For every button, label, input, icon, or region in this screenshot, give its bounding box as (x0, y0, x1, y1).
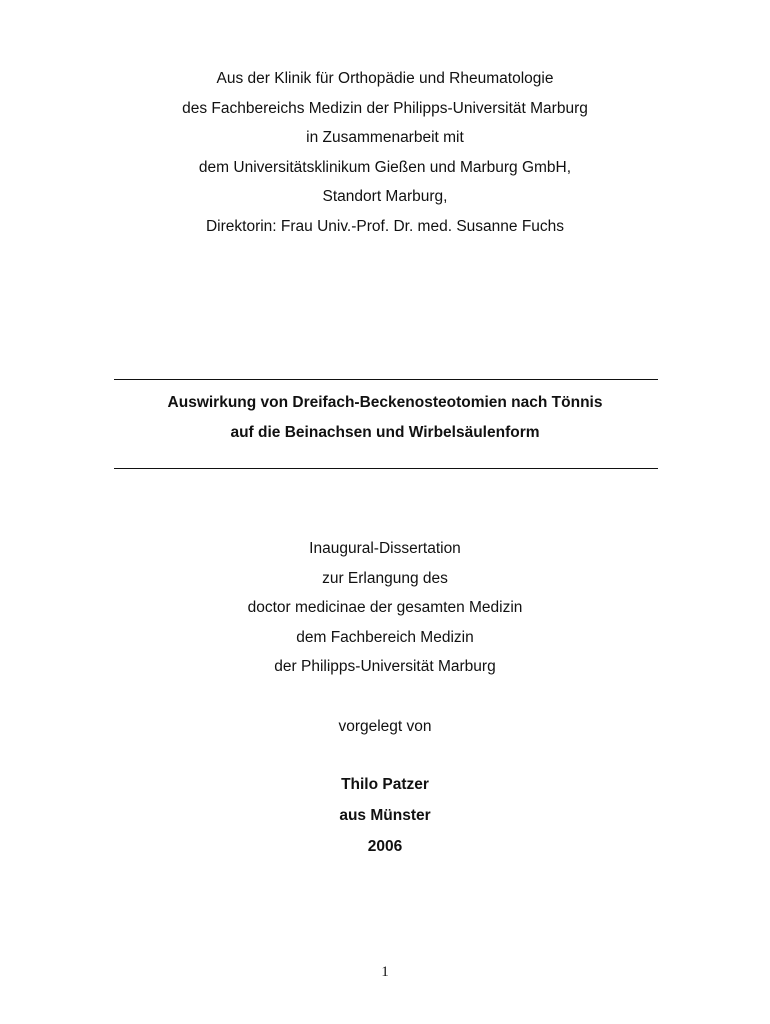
author-block (0, 769, 770, 862)
title-line-2: auf die Beinachsen und Wirbelsäulenform (230, 424, 540, 441)
presented-by (0, 712, 770, 742)
institution-header (0, 64, 770, 241)
dissertation-title (0, 388, 770, 448)
dissertation-degree: doctor medicinae der gesamten Medizin (247, 599, 523, 616)
header-line-location: Standort Marburg, (322, 188, 448, 205)
dissertation-type: Inaugural-Dissertation (309, 540, 461, 557)
presented-by-label: vorgelegt von (338, 718, 432, 735)
header-line-cooperation: in Zusammenarbeit mit (306, 129, 464, 146)
header-line-director: Direktorin: Frau Univ.-Prof. Dr. med. Susanne Fuchs (205, 217, 565, 235)
author-name: Thilo Patzer (341, 776, 429, 793)
dissertation-university: der Philipps-Universität Marburg (274, 658, 496, 675)
dissertation-info (0, 534, 770, 682)
dissertation-purpose: zur Erlangung des (322, 569, 448, 587)
header-line-hospital: dem Universitätsklinikum Gießen und Marburg GmbH, (198, 158, 572, 176)
dissertation-faculty: dem Fachbereich Medizin (296, 628, 474, 646)
title-line-1: Auswirkung von Dreifach-Beckenosteotomien nach Tönnis (167, 394, 603, 411)
page-number: 1 (381, 964, 389, 980)
author-origin: aus Münster (339, 807, 431, 824)
title-rule-bottom (114, 468, 658, 469)
author-year: 2006 (367, 838, 403, 855)
header-line-faculty: des Fachbereichs Medizin der Philipps-Universität Marburg (182, 99, 588, 117)
header-line-clinic: Aus der Klinik für Orthopädie und Rheumatologie (216, 70, 554, 87)
title-rule-top (114, 379, 658, 380)
